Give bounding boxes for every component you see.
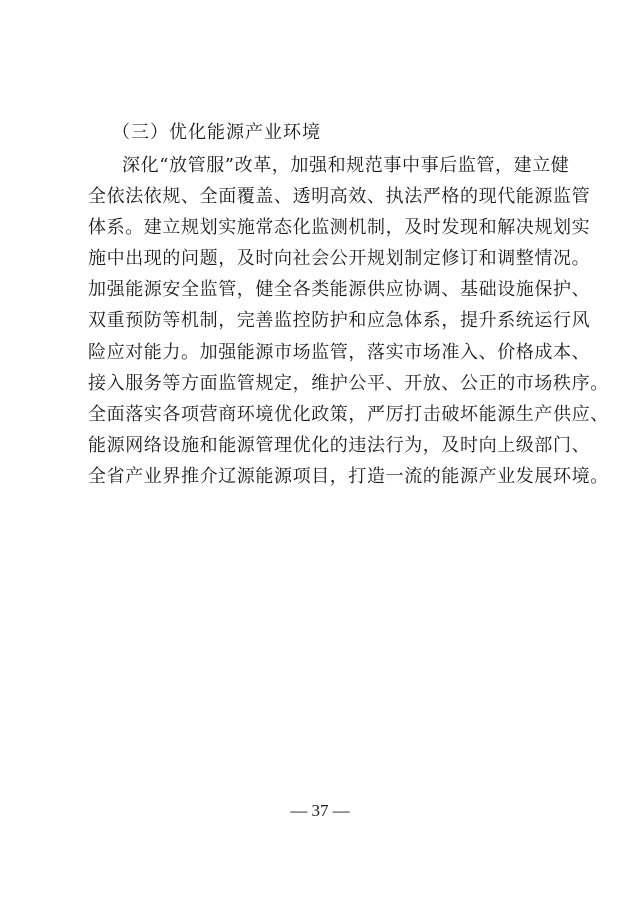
paragraph-line: 险应对能力。加强能源市场监管，落实市场准入、价格成本、 <box>88 341 591 363</box>
paragraph-line: 双重预防等机制，完善监控防护和应急体系，提升系统运行风 <box>88 310 591 332</box>
paragraph-line: 接入服务等方面监管规定，维护公平、开放、公正的市场秩序。 <box>88 372 609 394</box>
section-heading: （三）优化能源产业环境 <box>112 122 321 143</box>
paragraph-line: 体系。建立规划实施常态化监测机制，及时发现和解决规划实 <box>88 217 591 239</box>
body-paragraph <box>88 150 609 492</box>
paragraph-line: 深化“放管服”改革，加强和规范事中事后监管，建立健 <box>122 155 570 176</box>
paragraph-line: 全省产业界推介辽源能源项目，打造一流的能源产业发展环境。 <box>88 465 609 487</box>
paragraph-line: 施中出现的问题，及时向社会公开规划制定修订和调整情况。 <box>88 248 591 270</box>
paragraph-line: 加强能源安全监管，健全各类能源供应协调、基础设施保护、 <box>88 279 591 301</box>
page-number: — 37 — <box>290 801 350 820</box>
paragraph-line: 能源网络设施和能源管理优化的违法行为，及时向上级部门、 <box>88 434 591 456</box>
paragraph-line: 全面落实各项营商环境优化政策，严厉打击破坏能源生产供应、 <box>88 403 609 425</box>
paragraph-line: 全依法依规、全面覆盖、透明高效、执法严格的现代能源监管 <box>88 186 591 208</box>
